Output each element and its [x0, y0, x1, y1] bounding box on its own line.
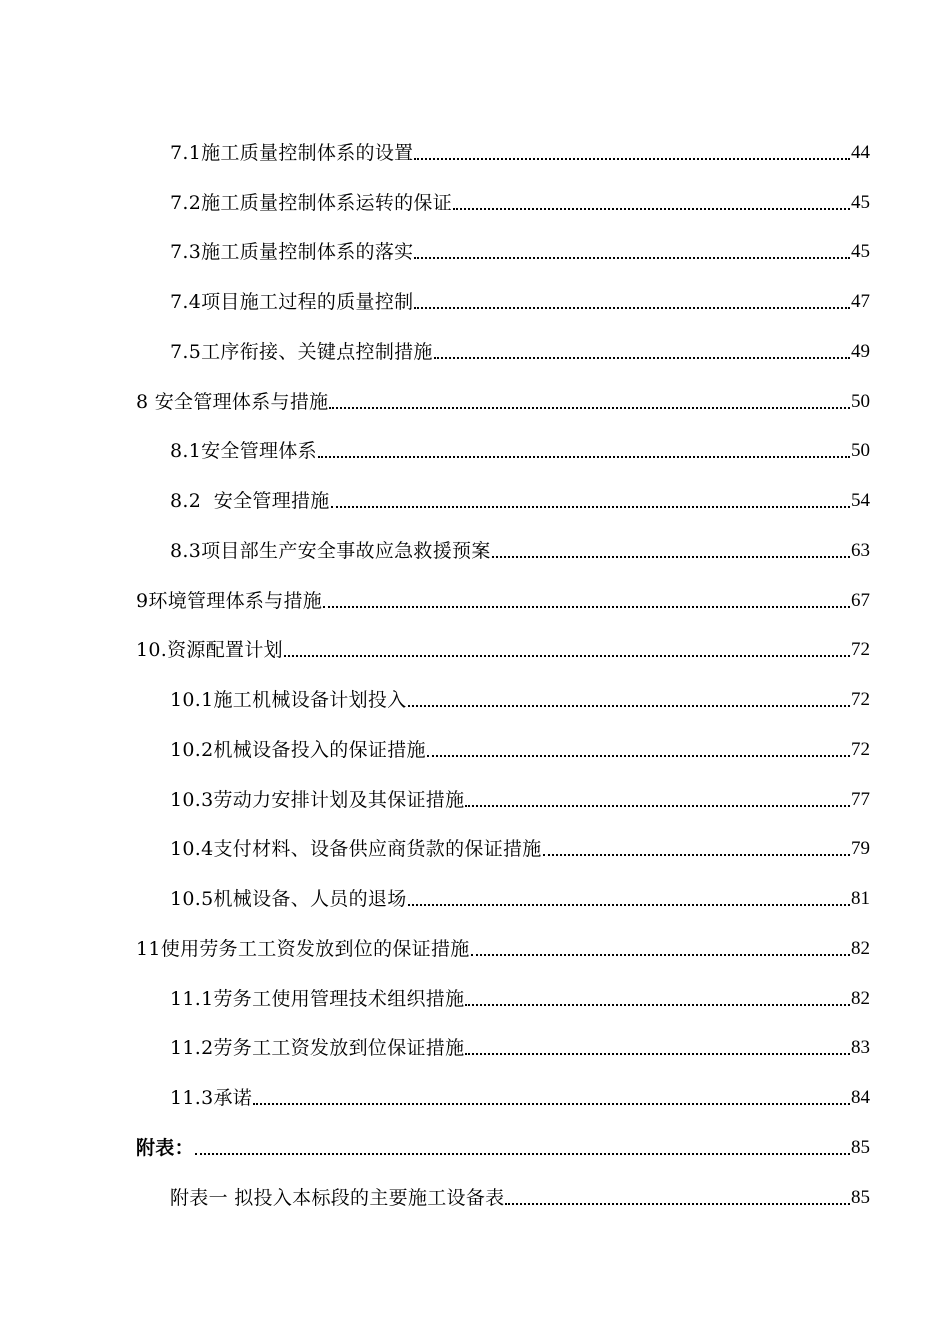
toc-entry-title: 10.1施工机械设备计划投入: [170, 689, 407, 712]
dot-leader: [284, 655, 850, 657]
dot-leader: [414, 158, 850, 160]
toc-entry-title: 7.5工序衔接、关键点控制措施: [170, 340, 433, 363]
toc-entry[interactable]: [0, 277, 950, 327]
toc-entry[interactable]: [0, 476, 950, 526]
toc-entry[interactable]: [0, 626, 950, 676]
toc-entry[interactable]: [0, 1173, 950, 1223]
dot-leader: [505, 1203, 850, 1205]
toc-entry[interactable]: [0, 775, 950, 825]
toc-entry-title: 10.2机械设备投入的保证措施: [170, 738, 426, 761]
toc-entry-page: 54: [851, 490, 870, 512]
toc-entry[interactable]: [0, 974, 950, 1024]
toc-entry-page: 83: [851, 1037, 870, 1059]
toc-entry-title: 11使用劳务工工资发放到位的保证措施: [136, 937, 470, 960]
toc-entry[interactable]: [0, 874, 950, 924]
toc-entry-title: 11.1劳务工使用管理技术组织措施: [170, 987, 465, 1010]
toc-entry[interactable]: [0, 128, 950, 178]
dot-leader: [408, 904, 850, 906]
dot-leader: [465, 1053, 850, 1055]
dot-leader: [434, 357, 850, 359]
toc-entry-title: 附表一 拟投入本标段的主要施工设备表: [170, 1186, 505, 1209]
toc-entry[interactable]: [0, 228, 950, 278]
toc-entry-page: 84: [851, 1087, 870, 1109]
toc-entry[interactable]: [0, 427, 950, 477]
toc-entry-page: 85: [851, 1136, 870, 1158]
toc-entry-page: 72: [851, 689, 870, 711]
toc-entry-page: 63: [851, 539, 870, 561]
dot-leader: [453, 208, 850, 210]
toc-entry-page: 82: [851, 987, 870, 1009]
toc-entry-title: 11.3承诺: [170, 1087, 253, 1110]
toc-entry-page: 82: [851, 937, 870, 959]
dot-leader: [195, 1153, 850, 1155]
toc-entry-page: 85: [851, 1186, 870, 1208]
toc-entry[interactable]: [0, 675, 950, 725]
toc-entry[interactable]: [0, 178, 950, 228]
toc-entry-page: 79: [851, 838, 870, 860]
toc-entry[interactable]: [0, 825, 950, 875]
toc-entry[interactable]: [0, 924, 950, 974]
dot-leader: [492, 556, 850, 558]
dot-leader: [253, 1103, 850, 1105]
toc-entry-page: 45: [851, 191, 870, 213]
dot-leader: [318, 456, 850, 458]
toc-entry-page: 77: [851, 788, 870, 810]
dot-leader: [465, 1004, 850, 1006]
toc-entry[interactable]: [0, 1024, 950, 1074]
toc-entry-title: 10.4支付材料、设备供应商货款的保证措施: [170, 838, 542, 861]
table-of-contents: [0, 128, 950, 1223]
dot-leader: [471, 954, 850, 956]
toc-entry-page: 47: [851, 291, 870, 313]
toc-entry-page: 72: [851, 738, 870, 760]
toc-entry-title: 11.2劳务工工资发放到位保证措施: [170, 1037, 465, 1060]
toc-entry[interactable]: [0, 526, 950, 576]
toc-entry-title: 8.2 安全管理措施: [170, 490, 330, 513]
dot-leader: [414, 307, 850, 309]
toc-entry-title: 附表：: [136, 1136, 194, 1159]
dot-leader: [427, 755, 850, 757]
toc-entry-page: 49: [851, 340, 870, 362]
toc-entry-title: 8.3项目部生产安全事故应急救援预案: [170, 539, 491, 562]
dot-leader: [408, 705, 850, 707]
toc-entry-page: 44: [851, 141, 870, 163]
toc-entry-title: 7.3施工质量控制体系的落实: [170, 241, 414, 264]
toc-entry-page: 45: [851, 241, 870, 263]
toc-entry-title: 7.2施工质量控制体系运转的保证: [170, 191, 453, 214]
dot-leader: [465, 805, 850, 807]
toc-entry-title: 8.1安全管理体系: [170, 440, 317, 463]
toc-entry-page: 72: [851, 639, 870, 661]
dot-leader: [543, 854, 850, 856]
toc-entry-title: 10.5机械设备、人员的退场: [170, 888, 407, 911]
toc-entry[interactable]: [0, 1073, 950, 1123]
toc-entry-title: 10.资源配置计划: [136, 639, 283, 662]
toc-entry-page: 50: [851, 390, 870, 412]
toc-entry-title: 7.4项目施工过程的质量控制: [170, 291, 414, 314]
toc-entry-title: 9环境管理体系与措施: [136, 589, 323, 612]
toc-entry-title: 7.1施工质量控制体系的设置: [170, 141, 414, 164]
toc-entry[interactable]: [0, 576, 950, 626]
dot-leader: [331, 506, 850, 508]
toc-entry-page: 67: [851, 589, 870, 611]
toc-entry[interactable]: [0, 1123, 950, 1173]
toc-entry-title: 8 安全管理体系与措施: [136, 390, 329, 413]
dot-leader: [329, 407, 850, 409]
toc-entry-title: 10.3劳动力安排计划及其保证措施: [170, 788, 465, 811]
dot-leader: [414, 257, 850, 259]
toc-entry[interactable]: [0, 725, 950, 775]
toc-entry-page: 81: [851, 888, 870, 910]
dot-leader: [323, 606, 850, 608]
toc-entry[interactable]: [0, 377, 950, 427]
toc-entry-page: 50: [851, 440, 870, 462]
toc-entry[interactable]: [0, 327, 950, 377]
